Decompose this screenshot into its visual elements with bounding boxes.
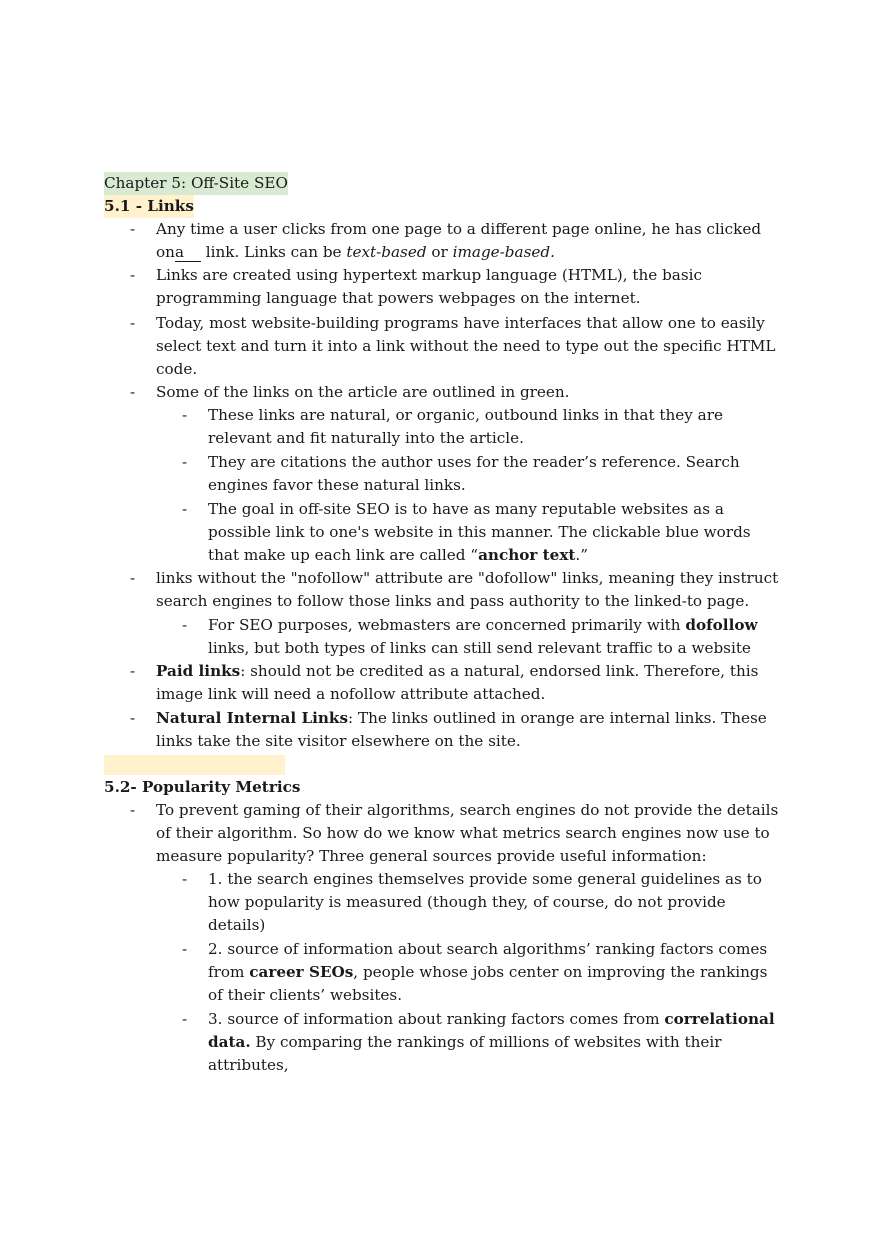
section-5-2-heading-line — [104, 776, 784, 799]
bullet-text: These links are natural, or organic, outbound links in that they are relevant and fit naturally into the article. — [208, 406, 723, 447]
section-5-2-list — [104, 799, 784, 1077]
bullet-text: 1. the search engines themselves provide some general guidelines as to how popularity is measured (though they, of course, do not provide details) — [208, 870, 762, 934]
chapter-title: Chapter 5: Off-Site SEO — [104, 172, 288, 195]
bullet-dash: - — [130, 220, 136, 238]
bullet-text: , people whose jobs center on improving the rankings of their clients’ websites. — [208, 963, 768, 1004]
list-item — [104, 938, 784, 1007]
chapter-title-line — [104, 172, 784, 195]
section-5-1-heading-line — [104, 195, 784, 218]
bullet-dash: - — [182, 406, 188, 424]
bullet-dash: - — [182, 940, 188, 958]
bullet-dash: - — [130, 709, 136, 727]
bullet-text: Any time a user clicks from one page to a different page online, he has clicked on — [156, 220, 762, 261]
list-item — [104, 404, 784, 450]
bullet-dash: - — [182, 500, 188, 518]
bullet-text: : The links outlined in orange are internal links. These links take the site visitor elsewhere on the site. — [156, 709, 767, 750]
bullet-dash: - — [182, 616, 188, 634]
bold-text: correlational data. — [208, 1010, 775, 1051]
bold-text: Paid links — [156, 662, 241, 680]
list-item — [104, 451, 784, 497]
section-5-1-title: 5.1 - Links — [104, 195, 194, 218]
bold-text: dofollow — [685, 616, 758, 634]
bullet-dash: - — [182, 453, 188, 471]
list-item — [104, 312, 784, 381]
bold-text: anchor text — [478, 546, 576, 564]
list-item — [104, 381, 784, 404]
bullet-text: links, but both types of links can still send relevant traffic to a website — [208, 639, 751, 657]
list-item — [104, 498, 784, 567]
list-item — [104, 799, 784, 868]
section-5-2-title: 5.2- Popularity Metrics — [104, 778, 301, 796]
list-item — [104, 660, 784, 706]
bullet-text: The goal in off-site SEO is to have as many reputable websites as a possible link to one's website in this manner. The clickable blue words that make up each link are called “ — [208, 500, 751, 564]
bullet-text: 3. source of information about ranking factors comes from — [208, 1010, 665, 1028]
bullet-dash: - — [130, 383, 136, 401]
bullet-text: By comparing the rankings of millions of websites with their attributes, — [208, 1033, 722, 1074]
list-item — [104, 868, 784, 937]
bullet-text: .” — [575, 546, 589, 564]
bullet-dash: - — [182, 870, 188, 888]
section-5-1-list — [104, 218, 784, 753]
bullet-dash: - — [130, 662, 136, 680]
bullet-text: Some of the links on the article are outlined in green. — [156, 383, 570, 401]
bullet-text: links without the "nofollow" attribute are "dofollow" links, meaning they instruct search engines to follow those links and pass authority to the linked-to page. — [156, 569, 779, 610]
bullet-text: Today, most website-building programs have interfaces that allow one to easily select text and turn it into a link without the need to type out the specific HTML code. — [156, 314, 776, 378]
list-item — [104, 1008, 784, 1077]
bullet-text: To prevent gaming of their algorithms, search engines do not provide the details of their algorithm. So how do we know what metrics search engines now use to measure popularity? Three general sources provide useful information: — [156, 801, 779, 865]
bullet-text: 2. source of information about search algorithms’ ranking factors comes from — [208, 940, 768, 981]
bold-text: career SEOs — [249, 963, 354, 981]
bold-text: Natural Internal Links — [156, 709, 349, 727]
bullet-text: : should not be credited as a natural, endorsed link. Therefore, this image link will need a nofollow attribute attached. — [156, 662, 759, 703]
document-content — [104, 172, 784, 1077]
empty-highlight-bar — [104, 755, 285, 775]
underlined-letter: a — [175, 243, 201, 262]
bullet-text: For SEO purposes, webmasters are concerned primarily with — [208, 616, 686, 634]
bullet-dash: - — [130, 266, 136, 284]
bullet-text: Links are created using hypertext markup language (HTML), the basic programming language that powers webpages on the internet. — [156, 266, 703, 307]
bullet-dash: - — [130, 569, 136, 587]
bullet-text: link. Links can be — [200, 243, 347, 261]
italic-text: image-based. — [452, 243, 555, 261]
list-item — [104, 614, 784, 660]
italic-text: text-based — [346, 243, 427, 261]
list-item — [104, 218, 784, 264]
list-item — [104, 264, 784, 310]
bullet-text: They are citations the author uses for the reader’s reference. Search engines favor these natural links. — [208, 453, 740, 494]
list-item — [104, 707, 784, 753]
list-item — [104, 567, 784, 613]
bullet-dash: - — [130, 314, 136, 332]
bullet-dash: - — [182, 1010, 188, 1028]
bullet-text: or — [426, 243, 453, 261]
bullet-dash: - — [130, 801, 136, 819]
